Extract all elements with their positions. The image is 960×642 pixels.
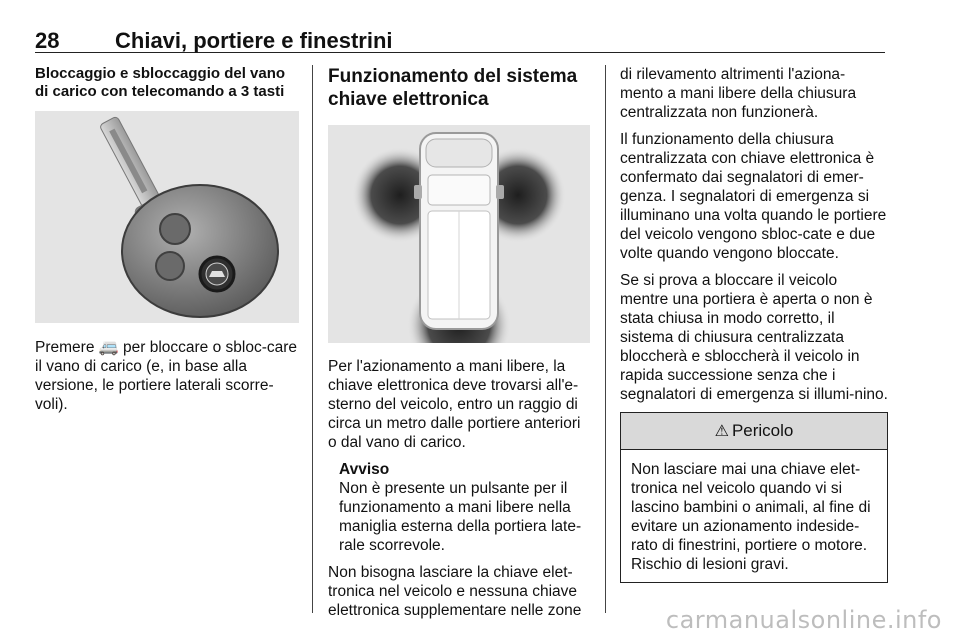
vehicle-detection-zones-figure: [328, 125, 590, 343]
section-heading-keyless: Funzionamento del sistema chiave elettronica: [328, 66, 578, 110]
watermark: carmanualsonline.info: [665, 606, 942, 634]
door-open-lock-text: Se si prova a bloccare il veicolo mentre una portiera è aperta o non è stata chiusa in modo corretto, il sistema di chiusura centralizzata bloccherà e sbloccherà il veicolo in rapida successione senza che i segnalatori di emergenza si illumi-nino.: [620, 272, 888, 403]
keyless-range-text: Per l'azionamento a mani libere, la chiave elettronica deve trovarsi all'e-sterno del veicolo, entro un raggio di circa un metro dalle portiere anteriori o dal vano di carico.: [328, 358, 581, 451]
cargo-lock-instruction: Premere 🚐 per bloccare o sbloc-care il vano di carico (e, in base alla versione, le portiere laterali scorre-voli).: [35, 337, 298, 413]
note-title: Avviso: [339, 461, 390, 478]
danger-title: Pericolo: [731, 421, 794, 440]
danger-box: [620, 412, 888, 583]
van-cargo-lock-icon: 🚐: [98, 337, 119, 356]
column-2: [328, 65, 590, 628]
hazard-lights-text: Il funzionamento della chiusura centralizzata con chiave elettronica è confermato dai segnalatori di emer-genza. I segnalatori di emergenza si illuminano una volta quando le portiere del veicolo vengono sbloc-cate e due volte quando vengono bloccate.: [620, 131, 887, 262]
column-1: [35, 65, 299, 422]
section-heading-cargo-lock: Bloccaggio e sbloccaggio del vano di carico con telecomando a 3 tasti: [35, 65, 286, 100]
danger-header: [621, 413, 887, 450]
note-box: [339, 460, 590, 555]
car-remote-key-figure: [35, 111, 299, 323]
note-text: Non è presente un pulsante per il funzionamento a mani libere nella maniglia esterna della portiera late-rale scorrevole.: [339, 480, 582, 554]
keyless-warning-text: Non bisogna lasciare la chiave elet-tronica nel veicolo e nessuna chiave elettronica supplementare nelle zone: [328, 564, 582, 619]
column-3: [620, 65, 888, 583]
page-number: 28: [35, 28, 60, 53]
danger-text: Non lasciare mai una chiave elet-tronica nel veicolo quando vi si lascino bambini o animali, al fine di evitare un azionamento indeside-rato di finestrini, portiere o motore. Rischio di lesioni gravi.: [631, 461, 871, 573]
chapter-title: Chiavi, portiere e finestrini: [115, 28, 393, 53]
column-divider-1: [312, 65, 313, 613]
page-header: [35, 28, 885, 53]
column-divider-2: [605, 65, 606, 613]
detection-continuation-text: di rilevamento altrimenti l'aziona-mento a mani libere della chiusura centralizzata non funzionerà.: [620, 66, 857, 121]
warning-triangle-icon: ⚠: [714, 423, 729, 440]
